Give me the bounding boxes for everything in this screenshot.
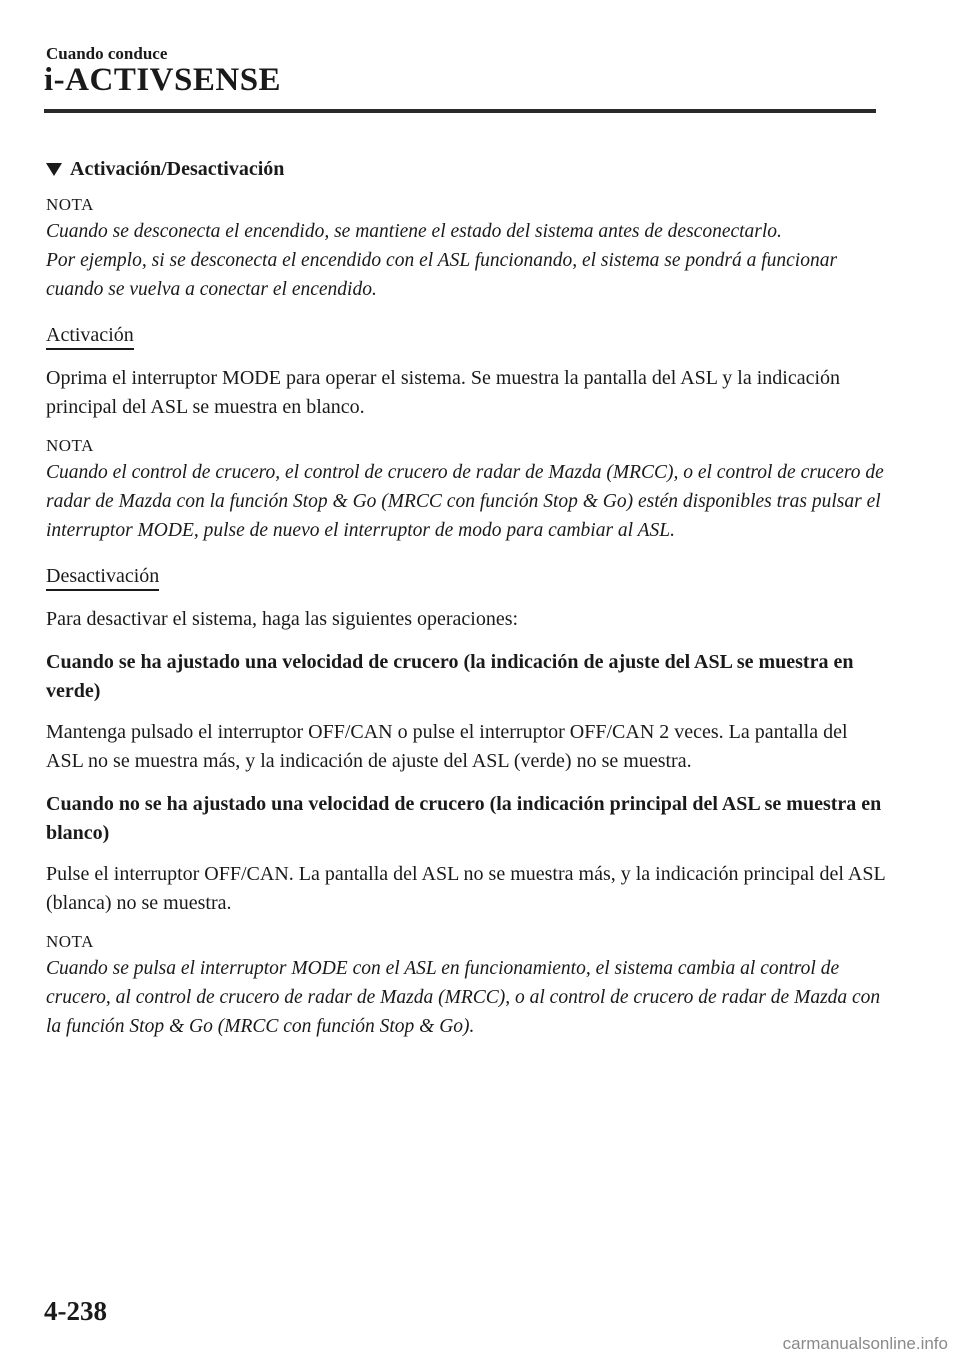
- note-line: Por ejemplo, si se desconecta el encendido con el ASL funcionando, el sistema se pondrá a funcionar cuando se vuelva a conectar el encendido.: [46, 250, 838, 300]
- header-divider: [44, 109, 876, 113]
- watermark: carmanualsonline.info: [782, 1334, 948, 1353]
- note-text: Cuando el control de crucero, el control de crucero de radar de Mazda (MRCC), o el control de crucero de radar de Mazda con la función Stop & Go (MRCC con función Stop & Go) estén disponibles tras pulsar el interruptor MODE, pulse de nuevo el interruptor de modo para cambiar al ASL.: [46, 462, 884, 541]
- note-line: Cuando se desconecta el encendido, se mantiene el estado del sistema antes de desconectarlo.: [46, 221, 782, 242]
- note-label: NOTA: [46, 195, 94, 214]
- deactivation-label: Desactivación: [46, 565, 159, 591]
- note-label: NOTA: [46, 436, 94, 455]
- subsection-heading: [46, 158, 886, 181]
- page-content: [46, 158, 886, 1055]
- subsection-title: Activación/Desactivación: [70, 158, 285, 180]
- triangle-bullet-icon: [46, 163, 62, 176]
- case2-text: Pulse el interruptor OFF/CAN. La pantalla del ASL no se muestra más, y la indicación principal del ASL (blanca) no se muestra.: [46, 863, 885, 914]
- case2-title: Cuando no se ha ajustado una velocidad de crucero (la indicación principal del ASL se muestra en blanco): [46, 793, 882, 844]
- section-title: i-ACTIVSENSE: [44, 62, 282, 98]
- note-text: [46, 217, 886, 304]
- deactivation-intro: Para desactivar el sistema, haga las siguientes operaciones:: [46, 608, 519, 630]
- note-label: NOTA: [46, 932, 94, 951]
- activation-text: Oprima el interruptor MODE para operar el sistema. Se muestra la pantalla del ASL y la indicación principal del ASL se muestra en blanco.: [46, 367, 841, 418]
- activation-label: Activación: [46, 324, 134, 350]
- note-text: Cuando se pulsa el interruptor MODE con el ASL en funcionamiento, el sistema cambia al control de crucero, al control de crucero de radar de Mazda (MRCC), o al control de crucero de radar de Mazda con la función Stop & Go (MRCC con función Stop & Go).: [46, 958, 881, 1037]
- case1-text: Mantenga pulsado el interruptor OFF/CAN o pulse el interruptor OFF/CAN 2 veces. La pantalla del ASL no se muestra más, y la indicación de ajuste del ASL (verde) no se muestra.: [46, 721, 848, 772]
- page-number: 4-238: [44, 1296, 107, 1326]
- chapter-heading: Cuando conduce: [46, 44, 168, 63]
- case1-title: Cuando se ha ajustado una velocidad de crucero (la indicación de ajuste del ASL se muestra en verde): [46, 651, 854, 702]
